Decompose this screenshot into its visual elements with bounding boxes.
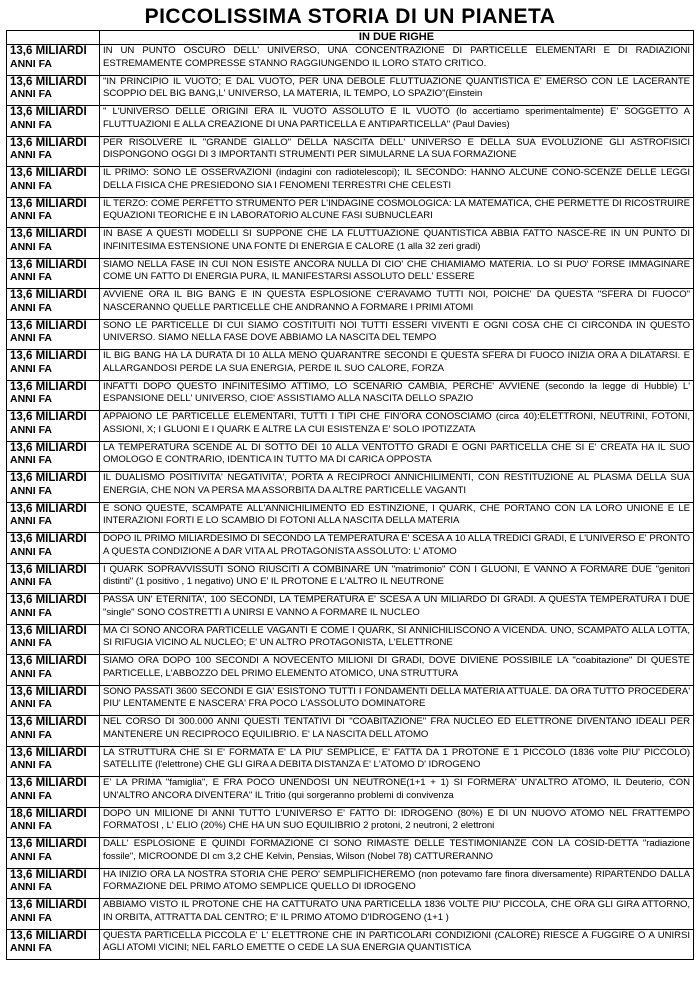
table-row bbox=[7, 197, 694, 228]
table-header-row bbox=[7, 31, 694, 45]
date-cell bbox=[7, 899, 100, 930]
table-row bbox=[7, 258, 694, 289]
date-suffix: ANNI FA bbox=[10, 332, 52, 344]
table-row bbox=[7, 594, 694, 625]
date-cell bbox=[7, 533, 100, 564]
date-suffix: ANNI FA bbox=[10, 759, 52, 771]
date-suffix: ANNI FA bbox=[10, 728, 52, 741]
date-value: 13,6 MILIARDI bbox=[10, 197, 87, 210]
date-value: 13,6 MILIARDI bbox=[10, 929, 87, 942]
event-text: LA TEMPERATURA SCENDE AL DI SOTTO DEI 10 ALLA VENTOTTO GRADI E OGNI PARTICELLA CHE SI E' CREATA HA IL SUO OMOLOGO E CONTRARIO, IDENTICA IN TUTTO MA DI CARICA OPPOSTA bbox=[100, 441, 694, 472]
event-text: SIAMO NELLA FASE IN CUI NON ESISTE ANCORA NULLA DI CIO' CHE CHIAMIAMO MATERIA. LO SI PUO' FORSE IMMAGINARE COME UN FATTO DI ENERGIA PURA, IL MANIFESTARSI ASSOLUTO DELL' ESSERE bbox=[100, 258, 694, 289]
date-value: 13,6 MILIARDI bbox=[10, 563, 87, 576]
date-value: 13,6 MILIARDI bbox=[10, 380, 87, 393]
date-suffix: ANNI FA bbox=[10, 484, 52, 497]
date-cell bbox=[7, 685, 100, 716]
date-cell bbox=[7, 45, 100, 76]
table-row bbox=[7, 228, 694, 259]
event-text: SONO PASSATI 3600 SECONDI E GIA' ESISTONO TUTTI I FONDAMENTI DELLA MATERIA ATTUALE. DA ORA TUTTO PROCEDERA' PIU' LENTAMENTE E NASCERA' FRA POCO L'ASSOLUTO DOMINATORE bbox=[100, 685, 694, 716]
table-row bbox=[7, 746, 694, 777]
page bbox=[6, 4, 694, 960]
page-title: PICCOLISSIMA STORIA DI UN PIANETA bbox=[144, 5, 556, 28]
date-value: 13,6 MILIARDI bbox=[10, 777, 87, 789]
date-suffix: ANNI FA bbox=[10, 515, 52, 527]
date-value: 13,6 MILIARDI bbox=[10, 533, 87, 545]
table-row bbox=[7, 929, 694, 960]
date-value: 13,6 MILIARDI bbox=[10, 319, 87, 332]
event-text: AVVIENE ORA IL BIG BANG E IN QUESTA ESPLOSIONE C'ERAVAMO TUTTI NOI, POICHE' DA QUESTA "SFERA DI FUOCO" NASCERANNO QUELLE PARTICELLE CHE ANDRANNO A FORMARE I PRIMI ATOMI bbox=[100, 289, 694, 320]
date-suffix: ANNI FA bbox=[10, 789, 52, 802]
date-cell bbox=[7, 929, 100, 960]
date-cell bbox=[7, 472, 100, 503]
date-suffix: ANNI FA bbox=[10, 393, 52, 405]
table-row bbox=[7, 106, 694, 137]
date-cell bbox=[7, 228, 100, 259]
table-row bbox=[7, 289, 694, 320]
event-text: " L'UNIVERSO DELLE ORIGINI ERA IL VUOTO ASSOLUTO E IL VUOTO (lo accertiamo sperimentalmente) E' SOGGETTO A FLUTTUAZIONI E ALLA CREAZIONE DI UNA PARTICELLA E ANTIPARTICELLA" (Paul Davies) bbox=[100, 106, 694, 137]
date-cell bbox=[7, 624, 100, 655]
event-text: IN UN PUNTO OSCURO DELL' UNIVERSO, UNA CONCENTRAZIONE DI PARTICELLE ELEMENTARI E DI RADIAZIONI ESTREMAMENTE COMPRESSE STANNO RAGGIUNGENDO IL LORO STATO CRITICO. bbox=[100, 45, 694, 76]
date-value: 13,6 MILIARDI bbox=[10, 411, 87, 423]
date-cell bbox=[7, 350, 100, 381]
date-suffix: ANNI FA bbox=[10, 210, 52, 222]
date-value: 13,6 MILIARDI bbox=[10, 746, 87, 759]
date-value: 13,6 MILIARDI bbox=[10, 838, 87, 850]
table-row bbox=[7, 563, 694, 594]
date-suffix: ANNI FA bbox=[10, 911, 52, 924]
date-value: 18,6 MILIARDI bbox=[10, 807, 87, 820]
date-cell bbox=[7, 838, 100, 869]
table-row bbox=[7, 868, 694, 899]
date-value: 13,6 MILIARDI bbox=[10, 289, 87, 301]
table-row bbox=[7, 655, 694, 686]
date-value: 13,6 MILIARDI bbox=[10, 899, 87, 911]
date-suffix: ANNI FA bbox=[10, 362, 52, 375]
table-row bbox=[7, 380, 694, 411]
date-cell bbox=[7, 746, 100, 777]
date-suffix: ANNI FA bbox=[10, 698, 52, 710]
date-cell bbox=[7, 197, 100, 228]
event-text: E SONO QUESTE, SCAMPATE ALL'ANNICHILIMENTO ED ESTINZIONE, I QUARK, CHE PORTANO CON LA LORO UNIONE E LE INTERAZIONI FORTI E LO SCAMBIO DI FOTONI ALLA NASCITA DELLA MATERIA bbox=[100, 502, 694, 533]
event-text: DOPO IL PRIMO MILIARDESIMO DI SECONDO LA TEMPERATURA E' SCESA A 10 ALLA TREDICI GRADI, E L'UNIVERSO E' PRONTO A QUESTA CONDIZIONE A DAR VITA AL PROTAGONISTA ASSOLUTO: L' ATOMO bbox=[100, 533, 694, 564]
date-cell bbox=[7, 777, 100, 808]
date-value: 13,6 MILIARDI bbox=[10, 136, 87, 149]
date-value: 13,6 MILIARDI bbox=[10, 472, 87, 484]
date-suffix: ANNI FA bbox=[10, 576, 52, 588]
date-suffix: ANNI FA bbox=[10, 820, 52, 832]
table-row bbox=[7, 685, 694, 716]
date-cell bbox=[7, 655, 100, 686]
date-cell bbox=[7, 258, 100, 289]
date-cell bbox=[7, 136, 100, 167]
date-cell bbox=[7, 502, 100, 533]
date-suffix: ANNI FA bbox=[10, 606, 52, 619]
date-suffix: ANNI FA bbox=[10, 149, 52, 161]
date-suffix: ANNI FA bbox=[10, 118, 52, 131]
date-suffix: ANNI FA bbox=[10, 423, 52, 436]
event-text: I QUARK SOPRAVVISSUTI SONO RIUSCITI A COMBINARE UN "matrimonio" CON I GLUONI, E VANNO A FORMARE DUE "genitori distinti" (1 positivo , 1 negativo) UNO E' IL PROTONE E L'ALTRO IL NEUTRONE bbox=[100, 563, 694, 594]
table-row bbox=[7, 807, 694, 838]
event-text: DALL' ESPLOSIONE E QUINDI FORMAZIONE CI SONO RIMASTE DELLE TESTIMONIANZE CON LA COSID-DETTA "radiazione fossile", MICROONDE DI cm 3,2 CHE Kelvin, Pensias, Wilson (Nobel 78) CATTURERANNO bbox=[100, 838, 694, 869]
event-text: SONO LE PARTICELLE DI CUI SIAMO COSTITUITI NOI TUTTI ESSERI VIVENTI E OGNI COSA CHE CI CIRCONDA IN QUESTO UNIVERSO. SIAMO NELLA FASE DOVE ABBIAMO LA NASCITA DEL TEMPO bbox=[100, 319, 694, 350]
table-row bbox=[7, 533, 694, 564]
subtitle: IN DUE RIGHE bbox=[100, 31, 694, 45]
date-value: 13,6 MILIARDI bbox=[10, 685, 87, 698]
date-suffix: ANNI FA bbox=[10, 57, 52, 70]
date-suffix: ANNI FA bbox=[10, 942, 52, 954]
date-suffix: ANNI FA bbox=[10, 881, 52, 893]
date-value: 13,6 MILIARDI bbox=[10, 594, 87, 606]
date-cell bbox=[7, 411, 100, 442]
date-cell bbox=[7, 868, 100, 899]
date-suffix: ANNI FA bbox=[10, 271, 52, 283]
date-value: 13,6 MILIARDI bbox=[10, 502, 87, 515]
date-value: 13,6 MILIARDI bbox=[10, 655, 87, 667]
date-cell bbox=[7, 594, 100, 625]
table-row bbox=[7, 75, 694, 106]
event-text: QUESTA PARTICELLA PICCOLA E' L' ELETTRONE CHE IN PARTICOLARI CONDIZIONI (CALORE) RIESCE A FUGGIRE O A UNIRSI AGLI ATOMI VICINI; NEL FARLO EMETTE O CEDE LA SUA ENERGIA QUANTISTICA bbox=[100, 929, 694, 960]
table-row bbox=[7, 319, 694, 350]
date-value: 13,6 MILIARDI bbox=[10, 106, 87, 118]
date-cell bbox=[7, 441, 100, 472]
date-suffix: ANNI FA bbox=[10, 179, 52, 192]
event-text: PER RISOLVERE IL "GRANDE GIALLO" DELLA NASCITA DELL' UNIVERSO E DELLA SUA EVOLUZIONE GLI ASTROFISICI DISPONGONO OGGI DI 3 IMPORTANTI STRUMENTI PER SIMULARNE LA SUA FORMAZIONE bbox=[100, 136, 694, 167]
event-text: IL DUALISMO POSITIVITA' NEGATIVITA', PORTA A RECIPROCI ANNICHILIMENTI, CON RESTITUZIONE AL PLASMA DELLA SUA ENERGIA, CHE NON VA PERSA MA ASSORBITA DA ALTRE PARTICELLE VAGANTI bbox=[100, 472, 694, 503]
header-blank-cell bbox=[7, 31, 100, 45]
event-text: PASSA UN' ETERNITA', 100 SECONDI, LA TEMPERATURA E' SCESA A UN MILIARDO DI GRADI. A QUESTA TEMPERATURA I DUE "single" SONO COSTRETTI A UNIRSI E VANNO A FORMARE IL NUCLEO bbox=[100, 594, 694, 625]
event-text: E' LA PRIMA "famiglia", E FRA POCO UNENDOSI UN NEUTRONE(1+1 + 1) SI FORMERA' UN'ALTRO ATOMO, IL Deuterio, CON UN'ALTRO ANCORA DIVENTERA" IL Tritio (qui sorgeranno problemi di convivenza bbox=[100, 777, 694, 808]
date-value: 13,6 MILIARDI bbox=[10, 75, 87, 88]
date-cell bbox=[7, 380, 100, 411]
event-text: SIAMO ORA DOPO 100 SECONDI A NOVECENTO MILIONI DI GRADI, DOVE DIVIENE POSSIBILE LA "coabitazione" DI QUESTE PARTICELLE, L'ABBOZZO DEL PRIMO ELEMENTO ATOMICO, UNA STRUTTURA bbox=[100, 655, 694, 686]
table-row bbox=[7, 899, 694, 930]
date-value: 13,6 MILIARDI bbox=[10, 45, 87, 57]
event-text: "IN PRINCIPIO IL VUOTO; E DAL VUOTO, PER UNA DEBOLE FLUTTUAZIONE QUANTISTICA E' EMERSO CON LE LACERANTE SCOPPIO DEL BIG BANG,L' UNIVERSO, LA MATERIA, IL TEMPO, LO SPAZIO"(Einstein bbox=[100, 75, 694, 106]
date-cell bbox=[7, 75, 100, 106]
date-suffix: ANNI FA bbox=[10, 545, 52, 558]
date-cell bbox=[7, 716, 100, 747]
table-row bbox=[7, 777, 694, 808]
event-text: DOPO UN MILIONE DI ANNI TUTTO L'UNIVERSO E' FATTO DI: IDROGENO (80%) E DI UN NUOVO ATOMO NEL FRATTEMPO FORMATOSI , L' ELIO (20%) CHE HA UN SUO EQUILIBRIO 2 protoni, 2 neutroni, 2 elettroni bbox=[100, 807, 694, 838]
date-cell bbox=[7, 563, 100, 594]
event-text: IL PRIMO: SONO LE OSSERVAZIONI (indagini con radiotelescopi); IL SECONDO: HANNO ALCUNE CONO-SCENZE DELLE LEGGI DELLA FISICA CHE PRESIEDONO SIA I FENOMENI TERRESTRI CHE CELESTI bbox=[100, 167, 694, 198]
event-text: IL TERZO: COME PERFETTO STRUMENTO PER L'INDAGINE COSMOLOGICA: LA MATEMATICA, CHE PERMETTE DI RICOSTRUIRE EQUAZIONI TEORICHE E IN LABORATORIO ALCUNE FASI SUBNUCLEARI bbox=[100, 197, 694, 228]
date-cell bbox=[7, 807, 100, 838]
table-row bbox=[7, 472, 694, 503]
history-table bbox=[6, 30, 694, 960]
date-suffix: ANNI FA bbox=[10, 850, 52, 863]
event-text: INFATTI DOPO QUESTO INFINITESIMO ATTIMO, LO SCENARIO CAMBIA, PERCHE' AVVIENE (secondo la legge di Hubble) L' ESPANSIONE DELL' UNIVERSO, CIOE' ASSISTIAMO ALLA NASCITA DELLO SPAZIO bbox=[100, 380, 694, 411]
table-row bbox=[7, 502, 694, 533]
table-row bbox=[7, 838, 694, 869]
table-row bbox=[7, 350, 694, 381]
table-row bbox=[7, 136, 694, 167]
event-text: HA INIZIO ORA LA NOSTRA STORIA CHE PERO' SEMPLIFICHEREMO (non potevamo fare finora diversamente) RIPARTENDO DALLA FORMAZIONE DEL PRIMO ATOMO SEMPLICE QUELLO DI IDROGENO bbox=[100, 868, 694, 899]
table-row bbox=[7, 624, 694, 655]
table-row bbox=[7, 716, 694, 747]
date-suffix: ANNI FA bbox=[10, 301, 52, 314]
event-text: ABBIAMO VISTO IL PROTONE CHE HA CATTURATO UNA PARTICELLA 1836 VOLTE PIU' PICCOLA, CHE ORA GLI GIRA ATTORNO, IN ORBITA, ATTRATTA DAL CENTRO; E' IL PRIMO ATOMO D'IDROGENO (1+1 ) bbox=[100, 899, 694, 930]
date-value: 13,6 MILIARDI bbox=[10, 228, 87, 240]
event-text: IL BIG BANG HA LA DURATA DI 10 ALLA MENO QUARANTRE SECONDI E QUESTA SFERA DI FUOCO INIZIA ORA A DILATARSI. E ALLARGANDOSI PERDE LA SUA ENERGIA, PERDE IL SUO CALORE, FORZA bbox=[100, 350, 694, 381]
table-row bbox=[7, 167, 694, 198]
event-text: MA CI SONO ANCORA PARTICELLE VAGANTI E COME I QUARK, SI ANNICHILISCONO A VICENDA. UNO, SCAMPATO ALLA LOTTA, SI RIFUGIA VICINO AL NUCLEO; E' UN ALTRO PROTAGONISTA, L'ELETTRONE bbox=[100, 624, 694, 655]
date-value: 13,6 MILIARDI bbox=[10, 624, 87, 637]
date-value: 13,6 MILIARDI bbox=[10, 441, 87, 454]
date-value: 13,6 MILIARDI bbox=[10, 868, 87, 881]
date-value: 13,6 MILIARDI bbox=[10, 716, 87, 728]
date-cell bbox=[7, 289, 100, 320]
date-suffix: ANNI FA bbox=[10, 667, 52, 680]
table-row bbox=[7, 411, 694, 442]
event-text: LA STRUTTURA CHE SI E' FORMATA E' LA PIU' SEMPLICE, E' FATTA DA 1 PROTONE E 1 PICCOLO (1836 volte PIU' PICCOLO) SATELLITE (l'elettrone) CHE GLI GIRA A DEBITA DISTANZA E' L'ATOMO D' IDROGENO bbox=[100, 746, 694, 777]
table-row bbox=[7, 441, 694, 472]
date-value: 13,6 MILIARDI bbox=[10, 167, 87, 179]
event-text: IN BASE A QUESTI MODELLI SI SUPPONE CHE LA FLUTTUAZIONE QUANTISTICA ABBIA FATTO NASCE-RE IN UN PUNTO DI INFINITESIMA ESTENSIONE UNA FONTE DI ENERGIA E CALORE (1 alla 32 zeri gradi) bbox=[100, 228, 694, 259]
date-suffix: ANNI FA bbox=[10, 454, 52, 466]
date-cell bbox=[7, 106, 100, 137]
date-value: 13,6 MILIARDI bbox=[10, 258, 87, 271]
table-row bbox=[7, 45, 694, 76]
date-suffix: ANNI FA bbox=[10, 88, 52, 100]
event-text: NEL CORSO DI 300.000 ANNI QUESTI TENTATIVI DI "COABITAZIONE" FRA NUCLEO ED ELETTRONE DIVENTANO IDEALI PER MANTENERE UN RECIPROCO EQUILIBRIO. E' LA NASCITA DELL ATOMO bbox=[100, 716, 694, 747]
date-cell bbox=[7, 319, 100, 350]
date-suffix: ANNI FA bbox=[10, 637, 52, 649]
date-value: 13,6 MILIARDI bbox=[10, 350, 87, 362]
event-text: APPAIONO LE PARTICELLE ELEMENTARI, TUTTI I TIPI CHE FIN'ORA CONOSCIAMO (circa 40):ELETTRONI, NEUTRINI, FOTONI, ASSIONI, X; I GLUONI E I QUARK E ALTRE LA CUI ESISTENZA E' SOLO IPOTIZZATA bbox=[100, 411, 694, 442]
date-cell bbox=[7, 167, 100, 198]
date-suffix: ANNI FA bbox=[10, 240, 52, 253]
